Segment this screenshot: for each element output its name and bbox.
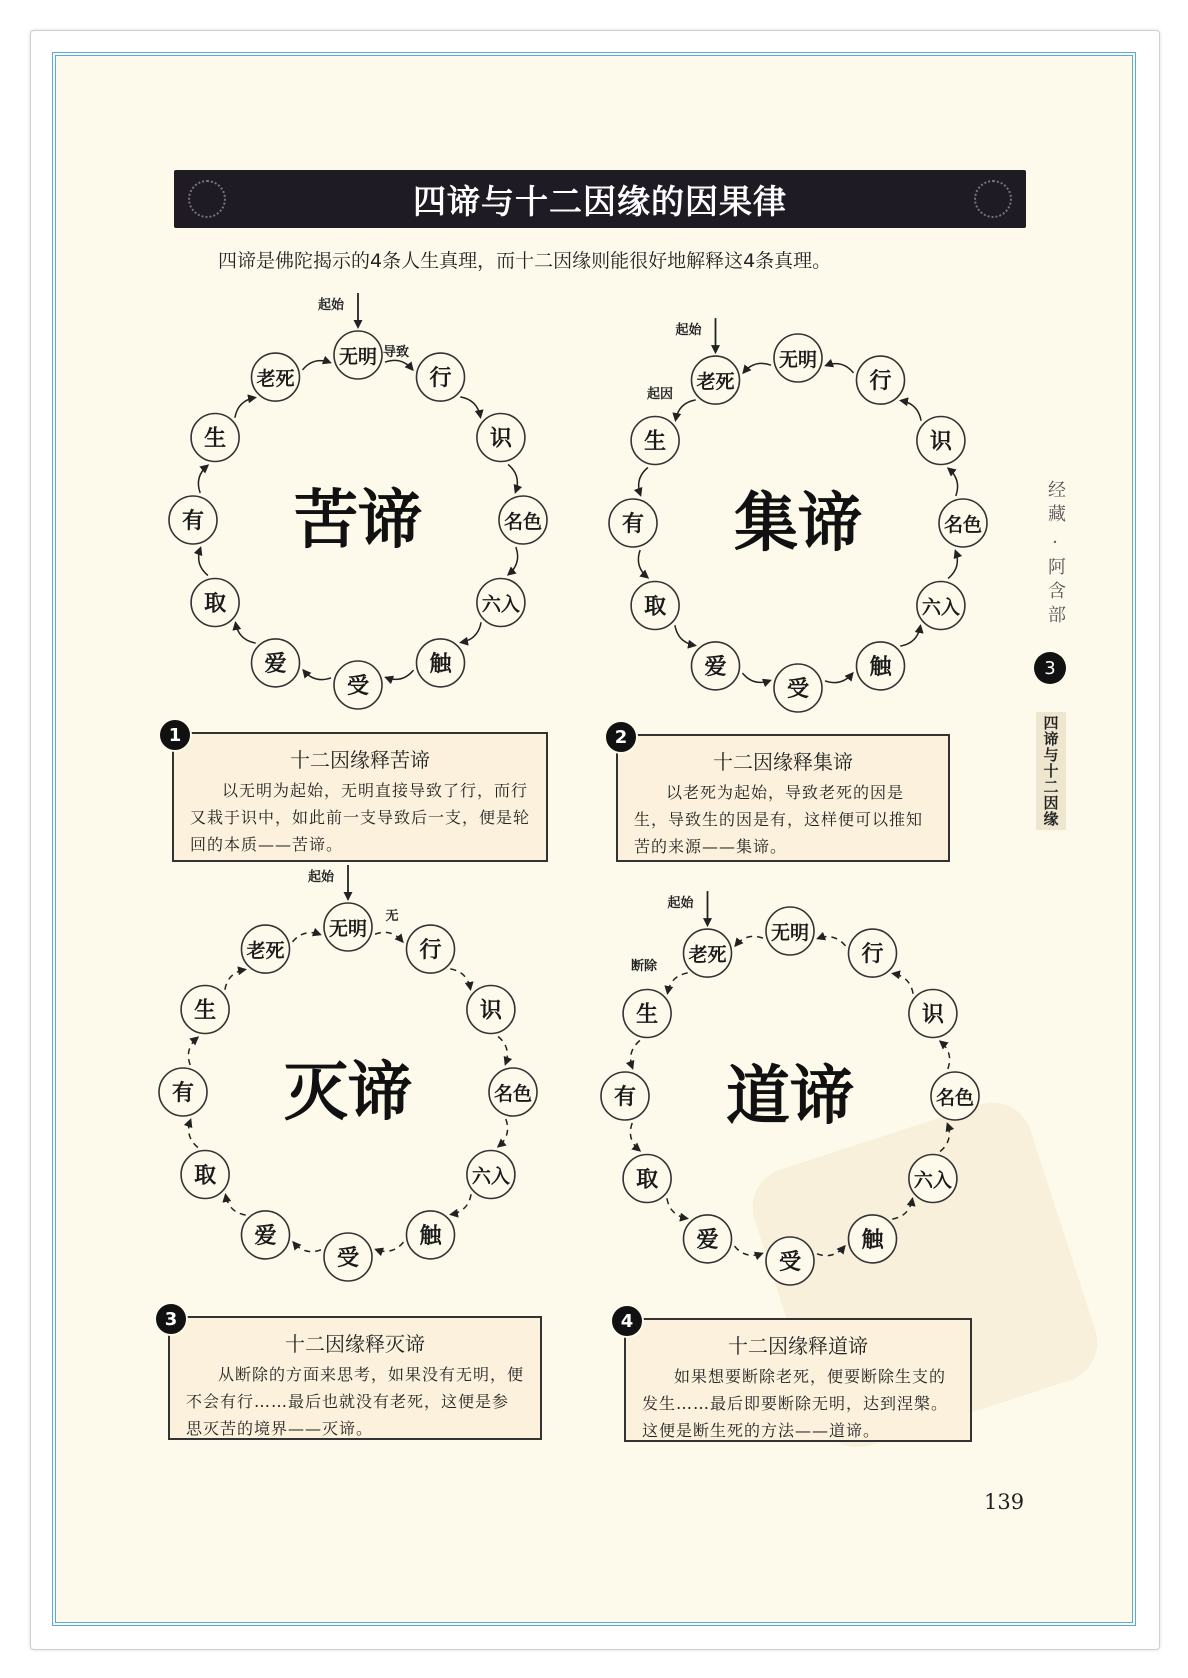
link-node [417, 353, 465, 401]
link-node [417, 639, 465, 687]
connector-arrow [948, 469, 957, 497]
connector-arrow [825, 673, 853, 682]
node-label: 名色 [935, 1087, 975, 1109]
start-label: 起始 [317, 298, 344, 313]
box-title-3: 十二因缘释灭谛 [285, 1332, 425, 1356]
explanation-box-4 [624, 1318, 972, 1442]
connector-arrow [225, 970, 245, 990]
node-label: 受 [346, 674, 370, 699]
node-label: 行 [869, 369, 892, 395]
box-title-1: 十二因缘释苦谛 [290, 748, 430, 772]
link-node [324, 903, 372, 951]
link-node [181, 1151, 229, 1199]
link-node [252, 639, 300, 687]
connector-arrow [817, 1246, 845, 1255]
node-label: 行 [419, 938, 442, 964]
annotation-label: 起因 [646, 387, 674, 402]
node-label: 生 [204, 426, 227, 452]
connector-arrow [940, 1042, 949, 1070]
connector-arrow [460, 397, 480, 417]
link-node [774, 334, 822, 382]
node-label: 名色 [493, 1083, 533, 1105]
box-title-4: 十二因缘释道谛 [728, 1334, 868, 1358]
node-label: 有 [613, 1085, 637, 1110]
node-label: 取 [636, 1167, 659, 1193]
node-label: 受 [778, 1250, 802, 1275]
explanation-box-2 [616, 734, 950, 862]
start-label: 起始 [675, 323, 702, 339]
diagram-3 [159, 865, 537, 1281]
link-node [467, 1151, 515, 1199]
link-node [909, 990, 957, 1038]
link-node [334, 331, 382, 379]
connector-arrow [818, 937, 846, 946]
link-node [631, 582, 679, 630]
annotation-label: 断除 [630, 959, 658, 974]
connector-arrow [226, 1195, 246, 1215]
connector-arrow [638, 550, 647, 578]
side-section-label [1042, 480, 1068, 629]
node-label: 无明 [770, 922, 810, 944]
node-label: 取 [194, 1163, 217, 1189]
connector-arrow [451, 1194, 471, 1214]
link-node [684, 929, 732, 977]
connector-arrow [304, 670, 332, 679]
connector-arrow [235, 398, 255, 418]
link-node [917, 417, 965, 465]
connector-arrow [236, 623, 256, 643]
node-label: 受 [786, 677, 810, 702]
node-label: 取 [204, 591, 227, 617]
page-title: 四谛与十二因缘的因果律 [413, 181, 787, 221]
node-label: 有 [181, 509, 205, 534]
connector-arrow [676, 400, 696, 420]
connector-arrow [450, 969, 470, 989]
node-label: 触 [419, 1223, 442, 1249]
link-node [242, 925, 290, 973]
link-node [499, 496, 547, 544]
connector-arrow [675, 625, 695, 645]
node-label: 有 [171, 1081, 195, 1106]
connector-arrow [199, 548, 208, 576]
link-node [477, 579, 525, 627]
node-label: 名色 [943, 514, 983, 536]
side-section-dot: · [1052, 532, 1058, 553]
node-label: 识 [489, 426, 512, 452]
node-label: 无明 [328, 918, 368, 940]
link-node [623, 1155, 671, 1203]
start-label: 起始 [307, 870, 334, 885]
link-node [931, 1072, 979, 1120]
connector-arrow [736, 936, 764, 945]
connector-arrow [667, 1198, 687, 1218]
link-node [631, 417, 679, 465]
connector-arrow [293, 933, 321, 942]
truth-title: 道谛 [726, 1059, 854, 1134]
side-chapter-number: 3 [1034, 652, 1066, 684]
connector-arrow [375, 932, 403, 941]
box-body-4: 如果想要断除老死，便要断除生支的发生……最后即要断除无明，达到涅槃。这便是断生死的方法——道谛。 [642, 1367, 949, 1440]
start-label: 起始 [667, 896, 694, 912]
node-label: 老死 [246, 940, 285, 963]
link-node [692, 642, 740, 690]
link-node [766, 1237, 814, 1285]
node-label: 无明 [338, 346, 378, 368]
annotation-label: 导致 [382, 345, 410, 360]
link-node [407, 1211, 455, 1259]
link-node [849, 929, 897, 977]
connector-arrow [385, 360, 413, 369]
connector-arrow [668, 973, 688, 993]
node-label: 识 [929, 429, 952, 455]
side-section-text-2: 阿含部 [1045, 557, 1066, 629]
diagram-2 [609, 318, 987, 712]
connector-arrow [901, 401, 921, 421]
node-label: 爱 [704, 654, 727, 680]
link-node [467, 986, 515, 1034]
node-label: 取 [644, 594, 667, 620]
link-node [917, 582, 965, 630]
link-node [857, 356, 905, 404]
link-node [909, 1155, 957, 1203]
box-title-2: 十二因缘释集谛 [713, 750, 853, 774]
connector-arrow [188, 1038, 197, 1066]
link-node [857, 642, 905, 690]
box-number-badge-3: 3 [154, 1302, 188, 1336]
page-number: 139 [984, 1490, 1025, 1514]
node-label: 六入 [921, 596, 960, 619]
connector-arrow [892, 1199, 912, 1219]
box-number-badge-1: 1 [158, 718, 192, 752]
node-label: 老死 [696, 371, 735, 394]
node-label: 行 [429, 366, 452, 392]
link-node [774, 664, 822, 712]
node-label: 爱 [696, 1227, 719, 1253]
connector-arrow [294, 1242, 322, 1251]
connector-arrow [826, 364, 854, 373]
connector-arrow [900, 626, 920, 646]
box-number-badge-2: 2 [604, 720, 638, 754]
side-chapter-title: 四谛与十二因缘 [1036, 712, 1066, 830]
truth-title: 苦谛 [294, 483, 422, 558]
connector-arrow [189, 1120, 198, 1148]
link-node [489, 1068, 537, 1116]
connector-arrow [630, 1123, 639, 1151]
connector-arrow [386, 670, 414, 679]
link-node [477, 414, 525, 462]
connector-arrow [376, 1242, 404, 1251]
link-node [623, 990, 671, 1038]
explanation-box-1 [172, 732, 548, 862]
box-number-badge-4: 4 [610, 1304, 644, 1338]
node-label: 生 [194, 998, 217, 1024]
node-label: 识 [479, 998, 502, 1024]
node-label: 无明 [778, 349, 818, 371]
node-label: 有 [621, 512, 645, 537]
truth-title: 集谛 [734, 486, 862, 561]
connector-arrow [639, 468, 648, 496]
truth-title: 灭谛 [284, 1055, 412, 1130]
node-label: 生 [636, 1002, 659, 1028]
node-label: 触 [429, 651, 452, 677]
link-node [191, 414, 239, 462]
connector-arrow [893, 974, 913, 994]
node-label: 名色 [503, 511, 543, 533]
connector-arrow [948, 551, 957, 579]
link-node [766, 907, 814, 955]
link-node [684, 1215, 732, 1263]
link-node [159, 1068, 207, 1116]
explanation-box-3 [168, 1316, 542, 1440]
diagram-1 [169, 293, 547, 709]
side-section-text-1: 经藏 [1045, 480, 1066, 528]
link-node [849, 1215, 897, 1263]
connector-arrow [631, 1041, 640, 1069]
node-label: 触 [861, 1227, 884, 1253]
box-body-3: 从断除的方面来思考，如果没有无明，便不会有行……最后也就没有老死，这便是参思灭苦的境界——灭谛。 [186, 1365, 525, 1438]
node-label: 爱 [254, 1223, 277, 1249]
connector-arrow [940, 1124, 949, 1152]
link-node [242, 1211, 290, 1259]
node-label: 行 [861, 942, 884, 968]
connector-arrow [743, 673, 771, 682]
link-node [939, 499, 987, 547]
connector-arrow [744, 363, 772, 372]
node-label: 老死 [256, 368, 295, 391]
connector-arrow [735, 1246, 763, 1255]
node-label: 六入 [481, 593, 520, 616]
connector-arrow [498, 1119, 507, 1147]
node-label: 六入 [471, 1165, 510, 1188]
link-node [191, 579, 239, 627]
connector-arrow [303, 361, 331, 370]
connector-arrow [508, 465, 517, 493]
node-label: 生 [644, 429, 667, 455]
node-label: 触 [869, 654, 892, 680]
connector-arrow [508, 547, 517, 575]
link-node [324, 1233, 372, 1281]
connector-arrow [198, 466, 207, 494]
link-node [601, 1072, 649, 1120]
box-body-2: 以老死为起始，导致老死的因是生，导致生的因是有，这样便可以推知苦的来源——集谛。 [634, 783, 924, 856]
node-label: 老死 [688, 944, 727, 967]
link-node [169, 496, 217, 544]
connector-arrow [461, 622, 481, 642]
link-node [181, 986, 229, 1034]
node-label: 六入 [913, 1169, 952, 1192]
node-label: 识 [921, 1002, 944, 1028]
annotation-label: 无 [385, 909, 399, 924]
diagram-4 [601, 891, 979, 1285]
box-body-1: 以无明为起始，无明直接导致了行，而行又栽于识中，如此前一支导致后一支，便是轮回的本质——苦谛。 [190, 781, 531, 854]
link-node [609, 499, 657, 547]
link-node [407, 925, 455, 973]
node-label: 爱 [264, 651, 287, 677]
connector-arrow [498, 1037, 507, 1065]
page-subtitle: 四谛是佛陀揭示的4条人生真理，而十二因缘则能很好地解释这4条真理。 [218, 250, 832, 272]
link-node [692, 356, 740, 404]
link-node [252, 353, 300, 401]
link-node [334, 661, 382, 709]
node-label: 受 [336, 1246, 360, 1271]
